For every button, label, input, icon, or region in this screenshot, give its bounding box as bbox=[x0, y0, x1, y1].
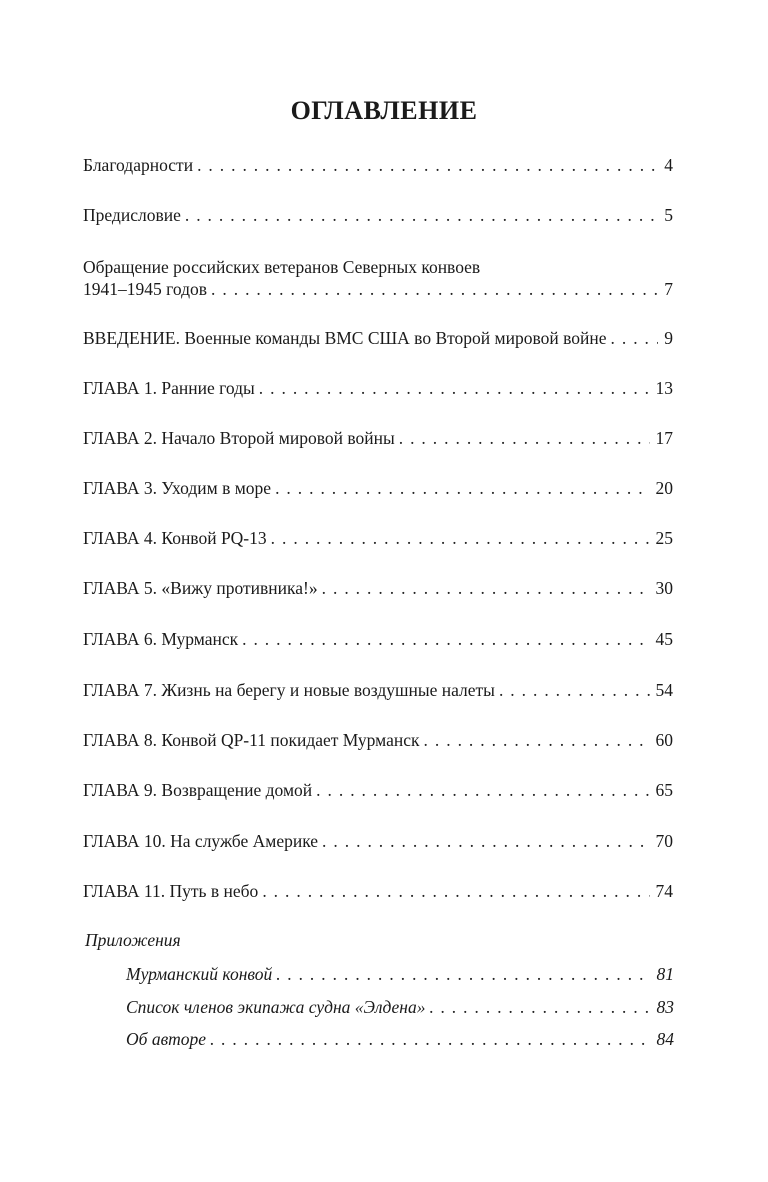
appendix-entry-murmansk-convoy[interactable] bbox=[126, 963, 674, 985]
dot-leader bbox=[259, 377, 650, 399]
toc-entry-page: 9 bbox=[664, 328, 673, 348]
toc-entry-page: 65 bbox=[655, 780, 673, 800]
toc-entry-page: 84 bbox=[656, 1029, 674, 1049]
toc-entry-label: ГЛАВА 10. На службе Америке bbox=[83, 831, 319, 851]
toc-entry-label-line1: Обращение российских ветеранов Северных конвоев bbox=[83, 257, 481, 277]
appendix-entry-about-author[interactable] bbox=[126, 1028, 674, 1050]
page-title: ОГЛАВЛЕНИЕ bbox=[290, 96, 478, 125]
toc-entry-chapter-3[interactable] bbox=[83, 477, 673, 499]
toc-entry-acknowledgements[interactable] bbox=[83, 154, 673, 176]
toc-entry-label: ГЛАВА 3. Уходим в море bbox=[83, 478, 272, 498]
dot-leader bbox=[424, 729, 650, 751]
toc-entry-label: Благодарности bbox=[83, 155, 194, 175]
toc-entry-page: 4 bbox=[664, 155, 673, 175]
toc-entry-chapter-10[interactable] bbox=[83, 830, 673, 852]
toc-entry-chapter-4[interactable] bbox=[83, 527, 673, 549]
dot-leader bbox=[275, 477, 649, 499]
toc-entry-page: 30 bbox=[655, 578, 673, 598]
toc-entry-chapter-5[interactable] bbox=[83, 577, 673, 599]
toc-entry-chapter-1[interactable] bbox=[83, 377, 673, 399]
toc-entry-chapter-2[interactable] bbox=[83, 427, 673, 449]
toc-entry-page: 20 bbox=[655, 478, 673, 498]
toc-entry-chapter-9[interactable] bbox=[83, 779, 673, 801]
toc-entry-chapter-7[interactable] bbox=[83, 679, 673, 701]
toc-entry-label: ГЛАВА 7. Жизнь на берегу и новые воздушные налеты bbox=[83, 680, 495, 700]
toc-entry-page: 60 bbox=[655, 730, 673, 750]
toc-entry-page: 17 bbox=[655, 428, 673, 448]
toc-entry-label: ГЛАВА 8. Конвой QP-11 покидает Мурманск bbox=[83, 730, 420, 750]
toc-entry-label: 1941–1945 годов bbox=[83, 279, 208, 299]
toc-entry-page: 70 bbox=[655, 831, 673, 851]
appendix-entry-crew-list[interactable] bbox=[126, 996, 674, 1018]
dot-leader bbox=[210, 1028, 650, 1050]
toc-entry-label: ГЛАВА 4. Конвой PQ-13 bbox=[83, 528, 267, 548]
toc-entry-label: ГЛАВА 1. Ранние годы bbox=[83, 378, 255, 398]
toc-entry-preface[interactable] bbox=[83, 204, 673, 226]
toc-entry-label: Предисловие bbox=[83, 205, 181, 225]
toc-entry-page: 13 bbox=[655, 378, 673, 398]
toc-entry-label: ГЛАВА 2. Начало Второй мировой войны bbox=[83, 428, 395, 448]
dot-leader bbox=[197, 154, 658, 176]
toc-entry-label: ГЛАВА 6. Мурманск bbox=[83, 629, 239, 649]
toc-entry-chapter-11[interactable] bbox=[83, 880, 673, 902]
appendix-heading: Приложения bbox=[85, 930, 181, 950]
dot-leader bbox=[316, 779, 649, 801]
toc-entry-page: 5 bbox=[664, 205, 673, 225]
toc-entry-page: 45 bbox=[655, 629, 673, 649]
toc-entry-page: 25 bbox=[655, 528, 673, 548]
dot-leader bbox=[185, 204, 658, 226]
toc-entry-chapter-6[interactable] bbox=[83, 628, 673, 650]
toc-entry-label: Мурманский конвой bbox=[126, 964, 273, 984]
dot-leader bbox=[262, 880, 649, 902]
dot-leader bbox=[429, 996, 650, 1018]
dot-leader bbox=[276, 963, 650, 985]
toc-entry-label: ГЛАВА 9. Возвращение домой bbox=[83, 780, 313, 800]
toc-entry-label: ВВЕДЕНИЕ. Военные команды ВМС США во Второй мировой войне bbox=[83, 328, 607, 348]
toc-entry-label: Об авторе bbox=[126, 1029, 207, 1049]
toc-entry-page: 81 bbox=[656, 964, 674, 984]
dot-leader bbox=[399, 427, 650, 449]
dot-leader bbox=[611, 327, 659, 349]
toc-entry-chapter-8[interactable] bbox=[83, 729, 673, 751]
toc-entry-introduction[interactable] bbox=[83, 327, 673, 349]
dot-leader bbox=[322, 577, 650, 599]
dot-leader bbox=[499, 679, 650, 701]
dot-leader bbox=[211, 278, 658, 300]
toc-entry-label: ГЛАВА 5. «Вижу противника!» bbox=[83, 578, 318, 598]
toc-entry-page: 7 bbox=[664, 279, 673, 299]
dot-leader bbox=[322, 830, 649, 852]
toc-entry-label: Список членов экипажа судна «Элдена» bbox=[126, 997, 426, 1017]
dot-leader bbox=[242, 628, 649, 650]
toc-entry-veterans-address[interactable] bbox=[83, 256, 673, 300]
toc-entry-page: 54 bbox=[655, 680, 673, 700]
dot-leader bbox=[271, 527, 650, 549]
toc-entry-page: 74 bbox=[655, 881, 673, 901]
toc-entry-label: ГЛАВА 11. Путь в небо bbox=[83, 881, 259, 901]
toc-entry-page: 83 bbox=[656, 997, 674, 1017]
